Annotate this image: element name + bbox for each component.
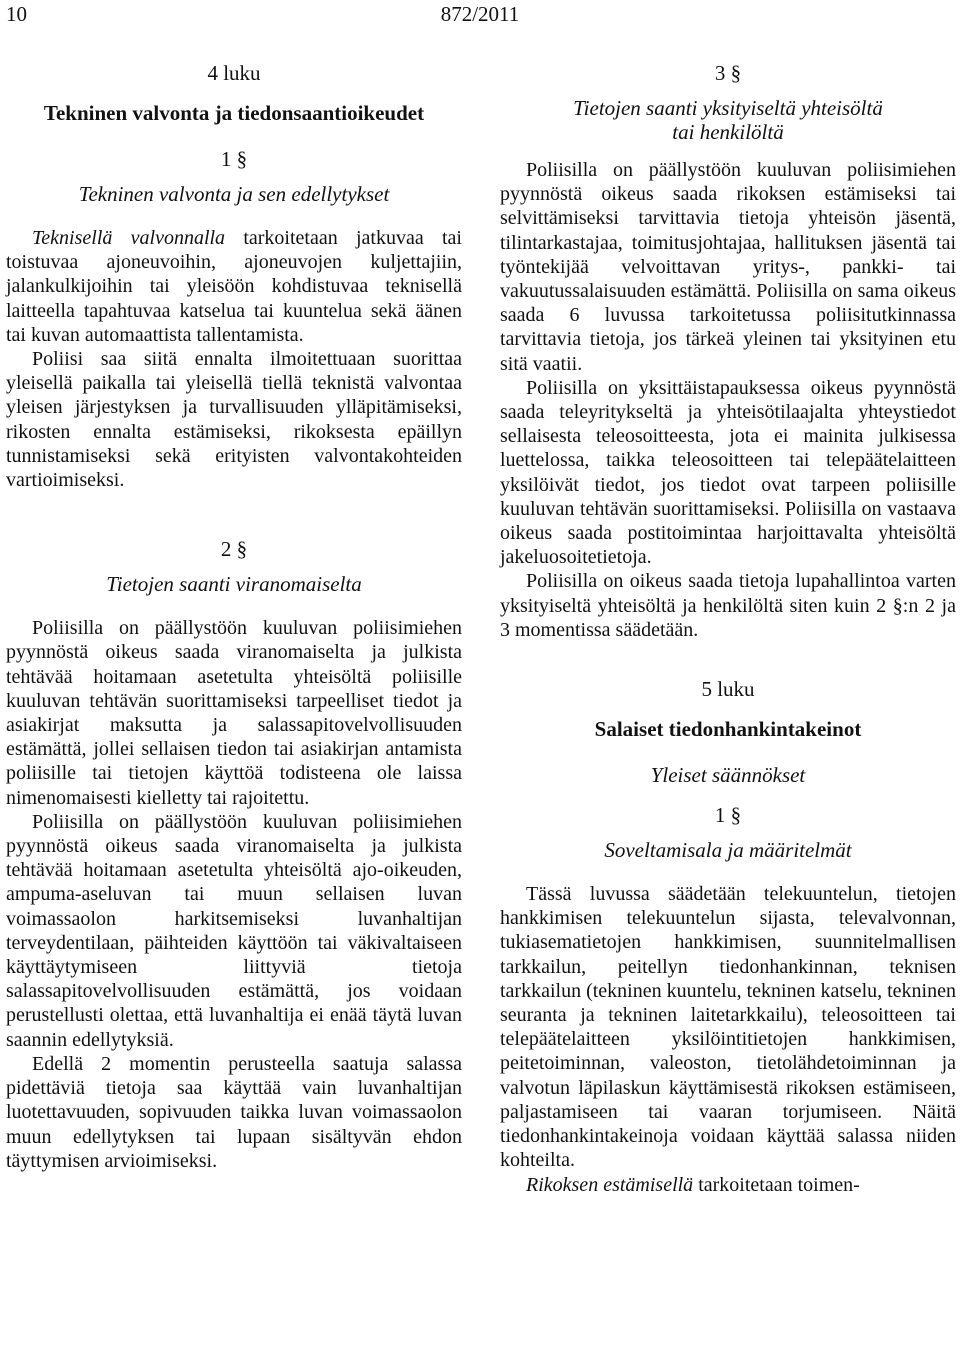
paragraph bbox=[6, 226, 462, 347]
paragraph: Poliisilla on yksittäistapauksessa oikeus pyynnöstä saada teleyritykseltä ja yhteisötilaajalta yhteystiedot sellaisesta teleosoitteesta, jota ei mainita julkisessa luettelossa, taikka teleosoitteen tai telepäätelaitteen yksilöivät tiedot, jos tiedot ovat tarpeen poliisille kuuluvan tehtävän suorittamiseksi. Poliisilla on vastaava oikeus saada postitoimintaa harjoittavalta yhteisöltä jakeluosoitetietoja. bbox=[500, 376, 956, 569]
section-title-line: Tietojen saanti yksityiseltä yhteisöltä bbox=[573, 96, 883, 120]
paragraph: Poliisilla on oikeus saada tietoja lupahallintoa varten yksityiseltä yhteisöltä ja henkilöltä siten kuin 2 §:n 2 ja 3 momentissa säädetään. bbox=[500, 570, 956, 641]
chapter-title: Salaiset tiedonhankintakeinot bbox=[594, 717, 862, 742]
paragraph-text: tarkoitetaan toimen- bbox=[693, 1173, 860, 1196]
chapter-title: Tekninen valvonta ja tiedonsaantioikeudet bbox=[43, 101, 425, 125]
section-number: 1 § bbox=[714, 803, 742, 828]
section-title bbox=[500, 96, 956, 144]
right-column bbox=[500, 56, 956, 1197]
left-column bbox=[6, 56, 462, 1173]
section-number: 3 § bbox=[714, 61, 742, 85]
section-number: 1 § bbox=[220, 147, 248, 171]
section-title: Tekninen valvonta ja sen edellytykset bbox=[78, 182, 390, 206]
section-number: 2 § bbox=[220, 537, 248, 562]
paragraph: Poliisilla on päällystöön kuuluvan poliisimiehen pyynnöstä oikeus saada viranomaiselta ja julkista tehtävää hoitamaan asetetulta yhteisöltä poliisille kuuluvan tehtävän suorittamiseksi tarpeelliset tiedot ja asiakirjat maksutta ja salassapitovelvollisuuden estämättä, jollei sellaisen tiedon tai asiakirjan antamista poliisille tai tietojen käyttöä todisteena ole laissa nimenomaisesti kielletty tai rajoitettu. bbox=[6, 617, 462, 809]
page-number: 10 bbox=[6, 2, 27, 26]
paragraph: Poliisi saa siitä ennalta ilmoitettuaan suorittaa yleisellä paikalla tai yleisellä tiellä teknistä valvontaa yleisen järjestyksen ja turvallisuuden ylläpitämiseksi, rikosten ennalta estämiseksi, rikoksesta epäillyn tunnistamiseksi sekä erityisten valvontakohteiden vartioimiseksi. bbox=[6, 348, 462, 492]
section-title-line: tai henkilöltä bbox=[672, 120, 784, 144]
chapter-heading: 5 luku bbox=[701, 677, 755, 702]
section-title: Soveltamisala ja määritelmät bbox=[604, 838, 852, 863]
defined-term: Rikoksen estämisellä bbox=[526, 1173, 694, 1196]
paragraph-text: tarkoitetaan jatkuvaa tai toistuvaa ajoneuvoihin, ajoneuvojen kuljettajiin, jalankulkijoihin tai yleisöön kohdistuvaa teknisellä laitteella tapahtuvaa katselua tai kuuntelua sekä äänen tai kuvan automaattista tallentamista. bbox=[6, 227, 462, 346]
chapter-heading: 4 luku bbox=[207, 61, 261, 85]
document-number: 872/2011 bbox=[440, 2, 520, 26]
paragraph: Tässä luvussa säädetään telekuuntelun, tietojen hankkimisen telekuuntelun sijasta, televalvonnan, tukiasematietojen hankkimisen, suunnitelmallisen tarkkailun, peitellyn tiedonhankinnan, teknisen tarkkailun (tekninen kuuntelu, tekninen katselu, tekninen seuranta ja tekninen laitetarkkailu), teleosoitteen tai telepäätelaitteen yksilöintitietojen hankkimisen, peitetoiminnan, valeoston, tietolähdetoiminnan ja valvotun läpilaskun käyttämisestä rikoksen estämiseen, paljastamiseen tai vaaran torjumiseen. Näitä tiedonhankintakeinoja voidaan käyttää salassa niiden kohteilta. bbox=[500, 883, 956, 1172]
paragraph: Edellä 2 momentin perusteella saatuja salassa pidettäviä tietoja saa käyttää vain luvanhaltijan luotettavuuden, sopivuuden taikka luvan voimassaolon muun edellytyksen tai lupaan sisältyvän ehdon täyttymisen arvioimiseksi. bbox=[6, 1052, 462, 1172]
paragraph: Poliisilla on päällystöön kuuluvan poliisimiehen pyynnöstä oikeus saada viranomaiselta ja julkista tehtävää hoitamaan asetetulta yhteisöltä ajo-oikeuden, ampuma-aseluvan tai muun sellaisen luvan voimassaolon harkitsemiseksi luvanhaltijan terveydentilaan, päihteiden käyttöön tai väkivaltaiseen käyttäytymiseen liittyviä tietoja salassapitovelvollisuuden estämättä, jos voidaan perustellusti olettaa, että luvanhaltija ei enää täytä luvan saannin edellytyksiä. bbox=[6, 810, 462, 1051]
paragraph bbox=[500, 1173, 956, 1197]
defined-term: Teknisellä valvonnalla bbox=[32, 227, 226, 249]
paragraph: Poliisilla on päällystöön kuuluvan poliisimiehen pyynnöstä oikeus saada rikoksen estämiseksi tai selvittämiseksi tarvittavia tietoja yhteisön jäsentä, tilintarkastajaa, toimitusjohtajaa, hallituksen jäsentä tai työntekijää velvoittavan yritys-, pankki- tai vakuutussalaisuuden estämättä. Poliisilla on sama oikeus saada 6 luvussa tarkoitetussa poliisitutkinnassa tarvittavia tietoja, jos tärkeä yleinen tai yksityinen etu sitä vaatii. bbox=[500, 159, 956, 375]
subheading: Yleiset säännökset bbox=[650, 763, 806, 788]
section-title: Tietojen saanti viranomaiselta bbox=[106, 572, 362, 597]
